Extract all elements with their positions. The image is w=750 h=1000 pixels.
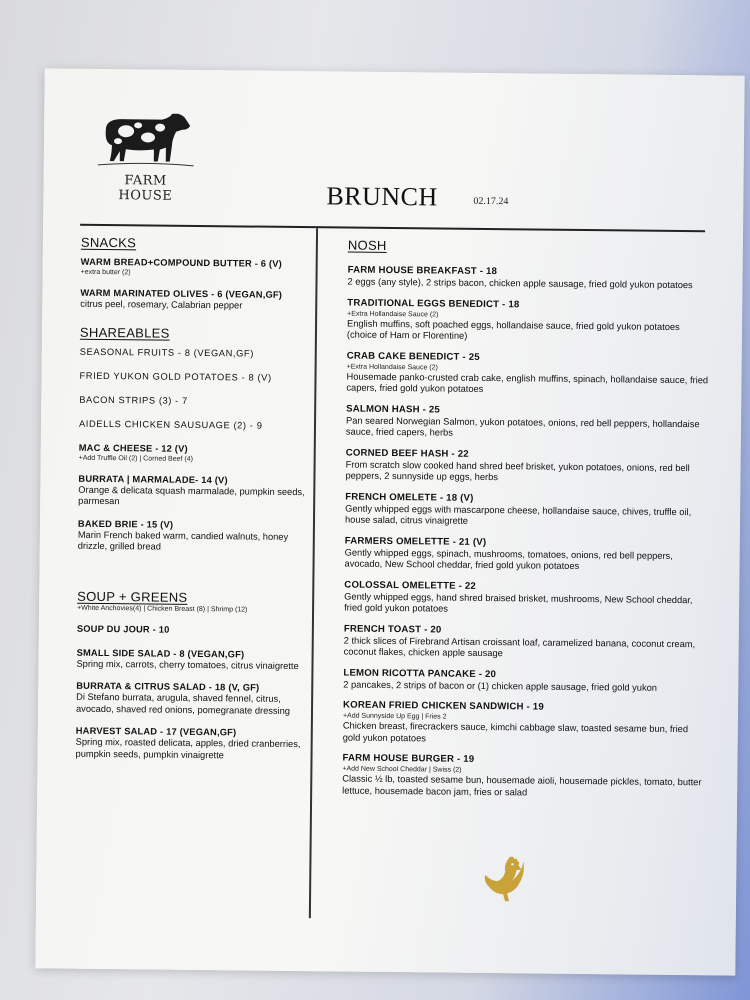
section-heading-snacks: SNACKS bbox=[80, 234, 137, 251]
item-name: CORNED BEEF HASH - 22 bbox=[345, 447, 469, 460]
item-name: BAKED BRIE - 15 (V) bbox=[77, 518, 174, 530]
item-name: WARM MARINATED OLIVES - 6 (VEGAN,GF) bbox=[80, 287, 283, 300]
menu-item bbox=[76, 646, 304, 672]
menu-item bbox=[342, 753, 707, 801]
restaurant-name: FARM HOUSE bbox=[118, 173, 173, 204]
menu-item bbox=[345, 447, 710, 486]
item-note: +Add Truffle Oil (2) | Corned Beef (4) bbox=[78, 454, 194, 463]
item-description: citrus peel, rosemary, Calabrian pepper bbox=[80, 298, 243, 311]
item-description: Spring mix, carrots, cherry tomatoes, citrus vinaigrette bbox=[76, 658, 299, 671]
menu-item bbox=[344, 579, 709, 618]
menu-item bbox=[344, 535, 709, 574]
item-name: KOREAN FRIED CHICKEN SANDWICH - 19 bbox=[343, 699, 544, 713]
menu-item bbox=[79, 417, 307, 431]
item-description: From scratch slow cooked hand shred beef brisket, yukon potatoes, onions, red bell peppers, 2 sunnyside up eggs, herbs bbox=[345, 459, 690, 483]
item-name: HARVEST SALAD - 17 (VEGAN,GF) bbox=[75, 725, 237, 738]
item-name: WARM BREAD+COMPOUND BUTTER - 6 (V) bbox=[80, 256, 283, 269]
item-description: 2 eggs (any style), 2 strips bacon, chicken apple sausage, fried gold yukon potatoes bbox=[347, 276, 693, 291]
item-name: FRENCH TOAST - 20 bbox=[343, 623, 442, 636]
item-note: +Extra Hollandaise Sauce (2) bbox=[347, 310, 439, 318]
menu-item bbox=[78, 472, 306, 509]
right-column bbox=[342, 238, 713, 810]
item-name: FARMERS OMELETTE - 21 (V) bbox=[344, 535, 487, 548]
item-name: SMALL SIDE SALAD - 8 (VEGAN,GF) bbox=[76, 647, 245, 659]
item-note: +extra butter (2) bbox=[80, 268, 131, 277]
column-divider bbox=[309, 228, 318, 918]
menu-item bbox=[343, 700, 708, 748]
item-description: Gently whipped eggs with mascarpone cheese, hollandaise sauce, chives, truffle oil, house salad, citrus vinaigrette bbox=[344, 503, 692, 526]
item-description: Gently whipped eggs, hand shred braised brisket, mushrooms, New School cheddar, fried gold yukon potatoes bbox=[344, 591, 693, 614]
item-name: BURRATA & CITRUS SALAD - 18 (V, GF) bbox=[76, 680, 260, 693]
menu-item bbox=[344, 623, 709, 662]
menu-item bbox=[347, 265, 712, 292]
item-description: Classic ½ lb, toasted sesame bun, housemade aioli, housemade pickles, tomato, butter lettuce, housemade bacon jam, fries or salad bbox=[342, 773, 702, 797]
item-name: CRAB CAKE BENEDICT - 25 bbox=[346, 350, 480, 363]
item-name: FRENCH OMELETE - 18 (V) bbox=[345, 491, 474, 504]
menu-item bbox=[80, 345, 308, 359]
item-description: Marin French baked warm, candied walnuts, honey drizzle, grilled bread bbox=[77, 529, 289, 552]
cow-icon bbox=[98, 109, 195, 172]
item-note: +Add Sunnyside Up Egg | Fries 2 bbox=[342, 712, 447, 721]
item-description: Orange & delicata squash marmalade, pumpkin seeds, parmesan bbox=[78, 484, 305, 507]
item-name: SEASONAL FRUITS - 8 (VEGAN,GF) bbox=[79, 346, 255, 359]
section-note: +White Anchovies(4) | Chicken Breast (8) | Shrimp (12) bbox=[77, 604, 248, 614]
menu-date: 02.17.24 bbox=[473, 195, 509, 208]
menu-item bbox=[79, 393, 307, 407]
item-description: 2 thick slices of Firebrand Artisan croissant loaf, caramelized banana, coconut cream, coconut flakes, chicken apple sausage bbox=[343, 635, 696, 659]
menu-item bbox=[77, 622, 305, 636]
menu-item bbox=[81, 256, 309, 279]
menu-item bbox=[79, 369, 307, 383]
item-name: COLOSSAL OMELETTE - 22 bbox=[344, 579, 477, 592]
menu-item bbox=[80, 287, 308, 313]
item-name: FARM HOUSE BURGER - 19 bbox=[342, 752, 475, 765]
restaurant-logo bbox=[95, 109, 196, 204]
item-description: 2 pancakes, 2 strips of bacon or (1) chicken apple sausage, fried gold yukon bbox=[343, 679, 658, 693]
page-title: BRUNCH bbox=[326, 181, 438, 212]
item-description: Di Stefano burrata, arugula, shaved fennel, citrus, avocado, shaved red onions, pomegranate dressing bbox=[75, 691, 291, 716]
menu-item bbox=[76, 680, 304, 717]
item-note: +Extra Hollandaise Sauce (2) bbox=[346, 363, 438, 371]
menu-item bbox=[79, 441, 307, 464]
item-name: FARM HOUSE BREAKFAST - 18 bbox=[347, 264, 498, 278]
item-description: Chicken breast, firecrackers sauce, kimchi cabbage slaw, toasted sesame bun, fried gold yukon potatoes bbox=[342, 720, 689, 743]
item-description: Housemade panko-crusted crab cake, english muffins, spinach, hollandaise sauce, fried capers, fried gold yukon potatoes bbox=[346, 371, 709, 394]
menu-item bbox=[346, 350, 711, 398]
header-divider bbox=[80, 224, 705, 233]
section-heading-soup-greens: SOUP + GREENS bbox=[77, 588, 188, 605]
menu-item bbox=[346, 403, 711, 442]
item-name: LEMON RICOTTA PANCAKE - 20 bbox=[343, 667, 497, 680]
item-name: MAC & CHEESE - 12 (V) bbox=[78, 442, 188, 454]
item-description: Pan seared Norwegian Salmon, yukon potatoes, onions, red bell peppers, hollandaise sauce, fried capers, herbs bbox=[345, 415, 700, 438]
item-name: SALMON HASH - 25 bbox=[346, 403, 441, 416]
item-name: BURRATA | MARMALADE- 14 (V) bbox=[78, 473, 228, 485]
item-description: Spring mix, roasted delicata, apples, dried cranberries, pumpkin seeds, pumpkin vinaigrette bbox=[75, 736, 301, 760]
item-name: TRADITIONAL EGGS BENEDICT - 18 bbox=[347, 297, 520, 310]
item-name: BACON STRIPS (3) - 7 bbox=[79, 394, 188, 406]
item-name: SOUP DU JOUR - 10 bbox=[76, 623, 170, 635]
section-heading-shareables: SHAREABLES bbox=[79, 324, 170, 341]
menu-item bbox=[347, 297, 712, 345]
menu-item bbox=[343, 667, 708, 694]
item-name: AIDELLS CHICKEN SAUSUAGE (2) - 9 bbox=[78, 418, 263, 431]
item-description: Gently whipped eggs, spinach, mushrooms, tomatoes, onions, red bell peppers, avocado, New School cheddar, fried gold yukon potatoes bbox=[344, 547, 673, 571]
item-note: +Add New School Cheddar | Swiss (2) bbox=[342, 765, 462, 774]
menu-item bbox=[75, 725, 303, 762]
menu-item bbox=[78, 517, 306, 554]
menu-sheet bbox=[35, 68, 744, 975]
left-column bbox=[75, 235, 309, 772]
menu-item bbox=[345, 491, 710, 530]
item-name: FRIED YUKON GOLD POTATOES - 8 (V) bbox=[79, 370, 272, 383]
section-heading-nosh: NOSH bbox=[347, 237, 387, 253]
rooster-icon bbox=[481, 853, 526, 910]
item-description: English muffins, soft poached eggs, hollandaise sauce, fried gold yukon potatoes (choice of Ham or Florentine) bbox=[346, 318, 680, 341]
